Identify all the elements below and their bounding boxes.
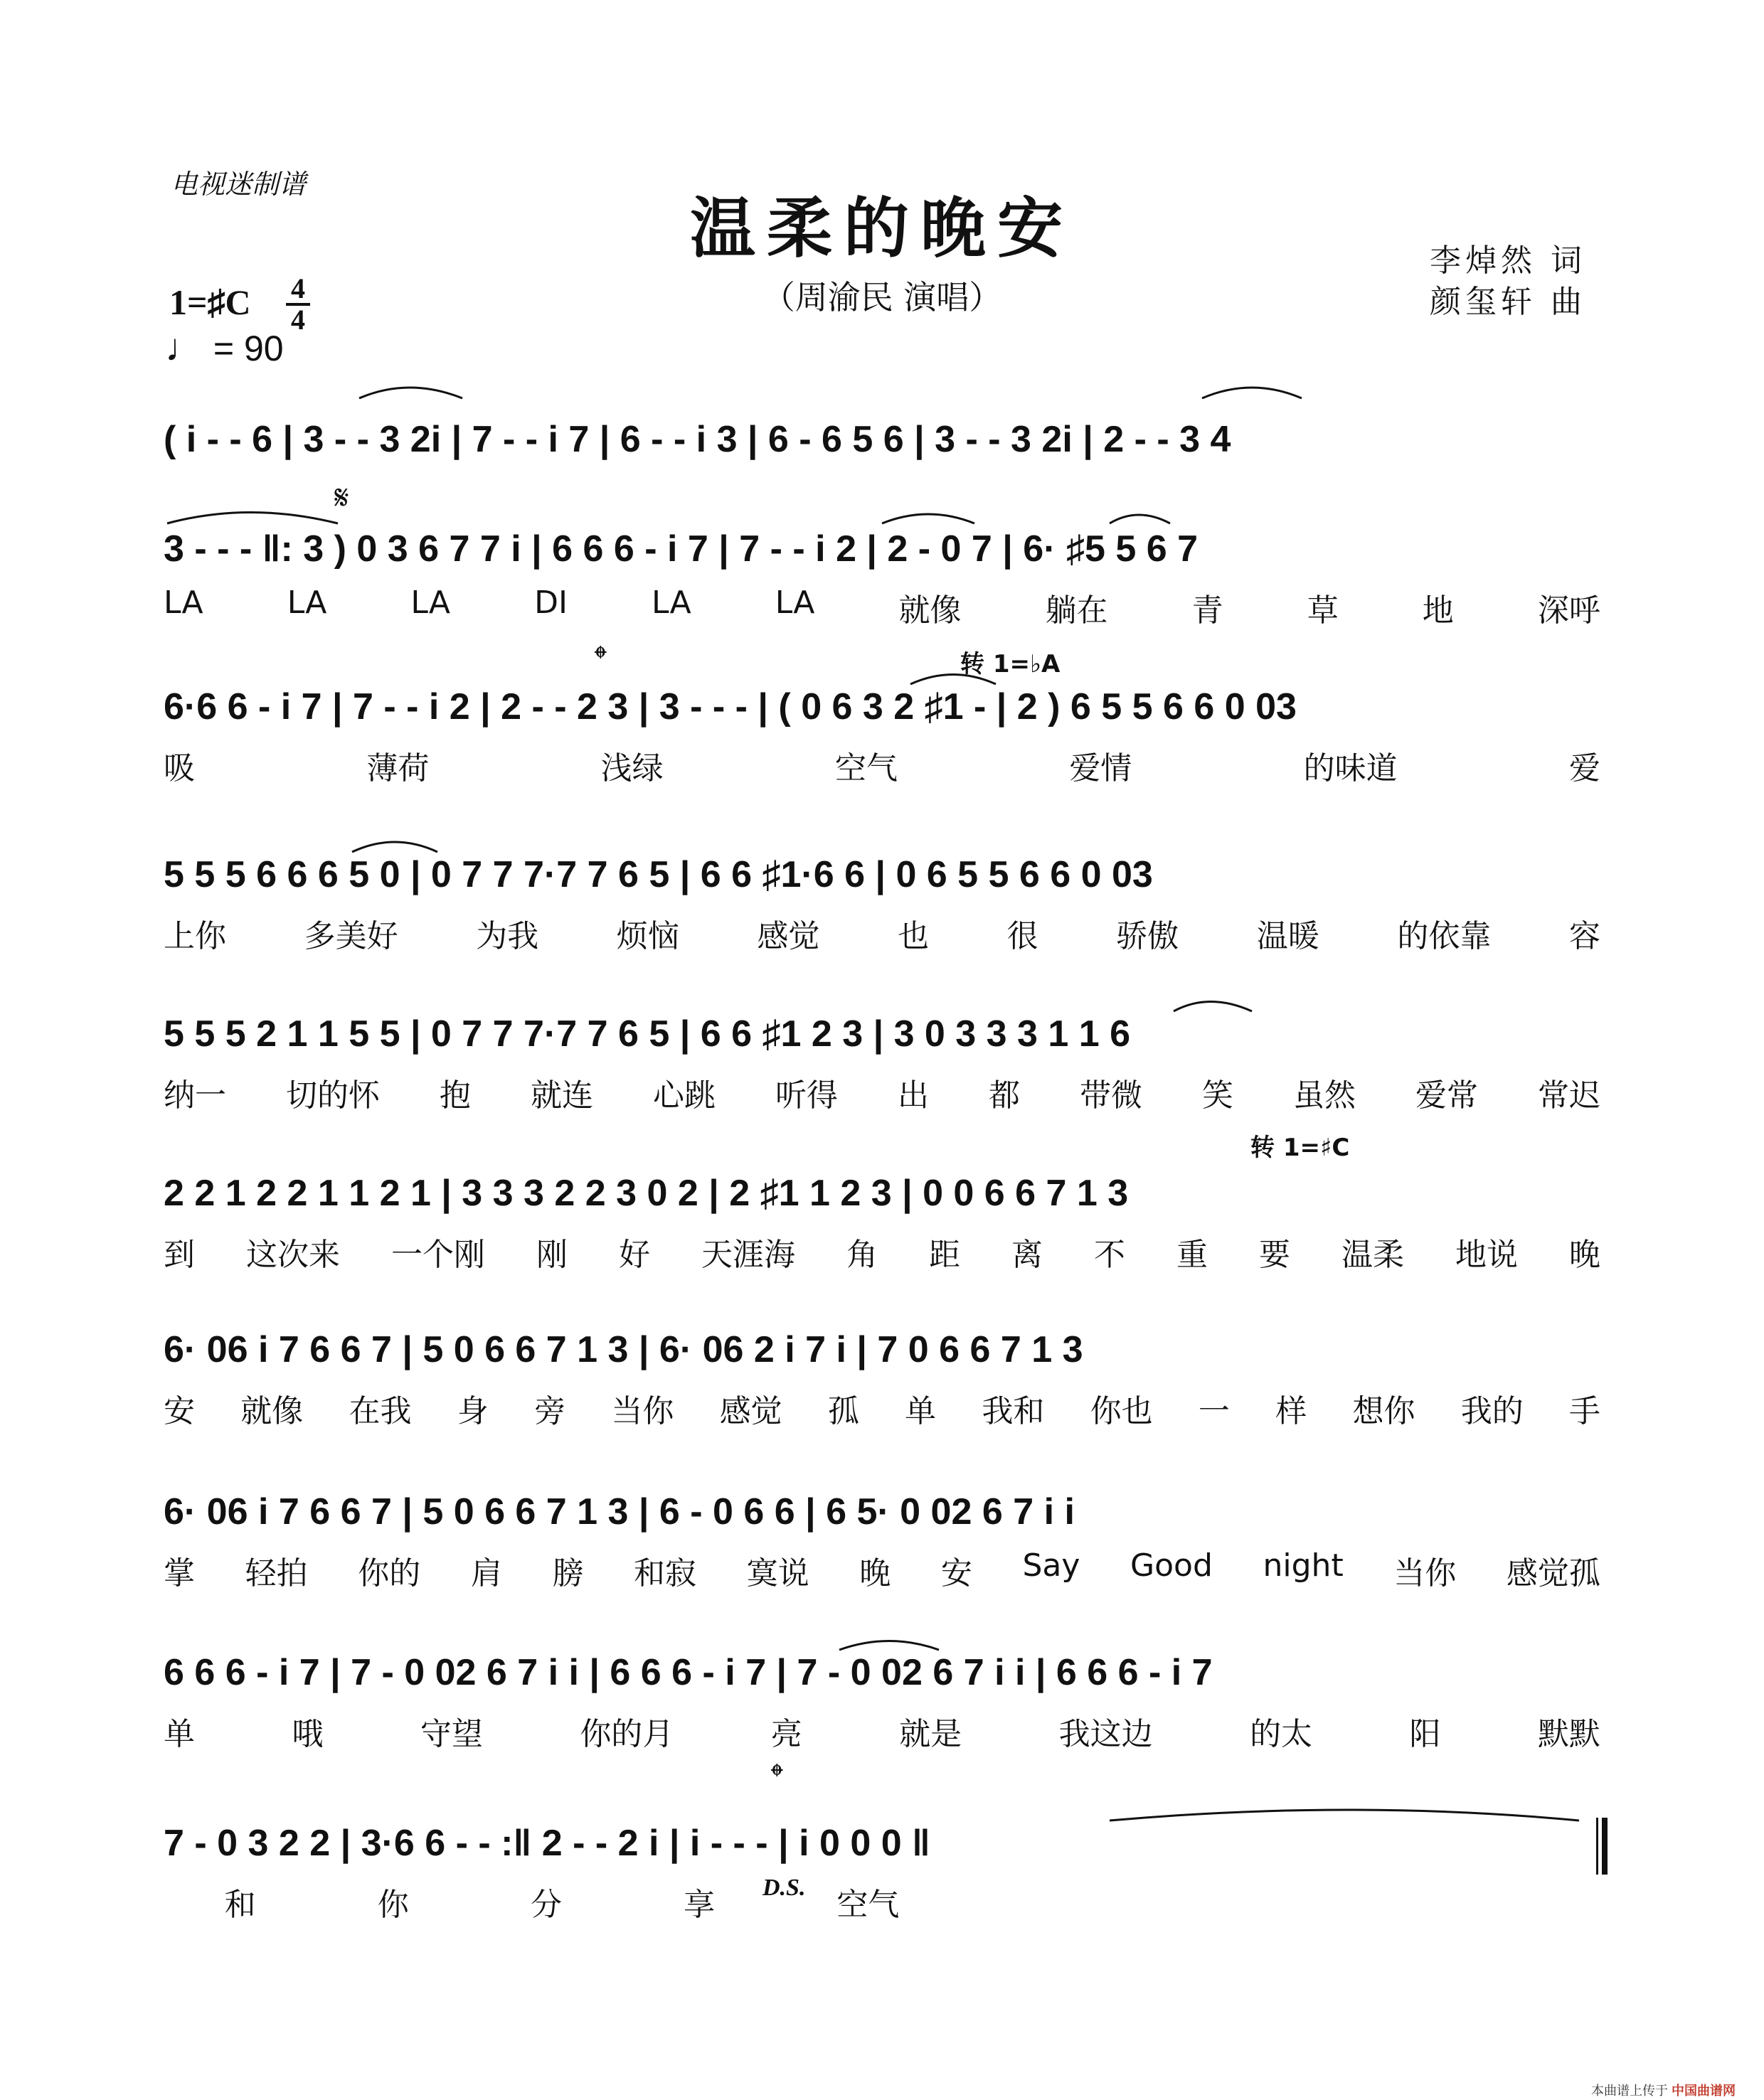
dal-segno: D.S. — [763, 1875, 806, 1901]
notation-row: 3 - - - ‖: 3 ) 0 3 6 7 7 i | 6 6 6 - i 7 | 7 - - i 2 | 2 - 0 7 | 6· ♯5 5 6 7 — [164, 528, 1198, 570]
lyric-word: 出 — [898, 1077, 929, 1114]
lyric-word: 想你 — [1352, 1393, 1415, 1429]
lyric-word: 亮 — [770, 1716, 802, 1752]
lyric-word: 肩 — [470, 1555, 502, 1592]
segno-sign: 𝄋 — [334, 478, 349, 518]
notation-row: 6 6 6 - i 7 | 7 - 0 02 6 7 i i | 6 6 6 - i 7 | 7 - 0 02 6 7 i i | 6 6 6 - i 7 — [164, 1652, 1213, 1693]
composer: 颜玺轩 曲 — [1430, 284, 1586, 320]
lyric-word: 的依靠 — [1397, 918, 1492, 954]
lyric-word: 感觉孤 — [1506, 1555, 1600, 1592]
lyric-word: 和 — [224, 1887, 256, 1923]
lyric-word: 寞说 — [746, 1555, 809, 1592]
song-title: 温柔的晚安 — [689, 190, 1074, 267]
lyric-word: 刚 — [536, 1237, 568, 1273]
lyric-word: night — [1263, 1547, 1344, 1584]
lyric-word: 温暖 — [1256, 918, 1319, 954]
lyric-word: 我这边 — [1058, 1716, 1153, 1752]
lyric-word: 很 — [1006, 918, 1038, 954]
lyric-word: 角 — [846, 1237, 878, 1273]
coda-sign: 𝄌 — [595, 639, 607, 678]
lyric-word: 膀 — [552, 1555, 584, 1592]
lyric-word: 浅绿 — [600, 750, 664, 787]
lyrics-row — [164, 585, 1600, 630]
lyric-word: 为我 — [476, 918, 539, 954]
notation-row: 5 5 5 6 6 6 5 0 | 0 7 7 7·7 7 6 5 | 6 6 ♯1·6 6 | 0 6 5 5 6 6 0 03 — [164, 854, 1153, 895]
lyric-word: 掌 — [164, 1555, 195, 1592]
lyric-word: 一 — [1198, 1393, 1230, 1429]
lyric-word: 分 — [530, 1887, 562, 1923]
lyric-word: 单 — [164, 1716, 195, 1752]
lyric-word: 也 — [897, 918, 929, 954]
notation-row: ( i - - 6 | 3 - - 3 2i | 7 - - i 7 | 6 - - i 3 | 6 - 6 5 6 | 3 - - 3 2i | 2 - - 3 4 — [164, 419, 1231, 460]
lyric-word: 好 — [619, 1237, 650, 1273]
lyric-word: 和寂 — [634, 1555, 697, 1592]
lyric-word: 当你 — [1393, 1555, 1457, 1592]
lyric-word: 躺在 — [1045, 592, 1108, 629]
lyric-word: 多美好 — [304, 918, 398, 954]
notation-row: 6· 06 i 7 6 6 7 | 5 0 6 6 7 1 3 | 6· 06 2 i 7 i | 7 0 6 6 7 1 3 — [164, 1329, 1083, 1370]
lyric-word: 一个刚 — [391, 1237, 485, 1273]
lyrics-row — [164, 1547, 1600, 1593]
notation-row: 6·6 6 - i 7 | 7 - - i 2 | 2 - - 2 3 | 3 - - - | ( 0 6 3 2 ♯1 - | 2 ) 6 5 5 6 6 0 03 — [164, 686, 1297, 727]
lyric-word: 笑 — [1202, 1077, 1233, 1114]
slur — [1202, 388, 1302, 398]
lyric-word: 身 — [457, 1393, 489, 1429]
lyrics-row — [164, 1070, 1600, 1115]
lyric-word: 听得 — [775, 1077, 838, 1114]
lyric-word: 到 — [164, 1237, 195, 1273]
lyric-word: 孤 — [827, 1393, 859, 1429]
lyric-word: 不 — [1094, 1237, 1125, 1273]
lyric-word: 就连 — [531, 1077, 593, 1114]
footer-prefix: 本曲谱上传于 — [1590, 2084, 1668, 2098]
lyric-word: 距 — [929, 1237, 960, 1273]
lyric-word: 地 — [1422, 592, 1454, 629]
lyric-word: 晚 — [1569, 1237, 1600, 1273]
lyrics-row — [164, 910, 1600, 956]
maker-credit: 电视迷制谱 — [171, 169, 307, 200]
lyrics-row — [164, 1385, 1600, 1431]
lyric-word: 重 — [1176, 1237, 1208, 1273]
lyric-word: 你也 — [1090, 1393, 1153, 1429]
lyric-word: LA — [287, 585, 327, 621]
lyric-word: 感觉 — [719, 1393, 782, 1429]
lyric-word: 享 — [684, 1887, 716, 1923]
tempo-value: = 90 — [213, 329, 284, 368]
lyric-word: 你的月 — [580, 1716, 674, 1752]
lyric-word: 的太 — [1250, 1716, 1313, 1752]
lyric-word: 深呼 — [1537, 592, 1600, 629]
lyric-word: 爱 — [1568, 750, 1600, 787]
lyric-word: 纳一 — [164, 1077, 226, 1114]
lyric-word: 哦 — [292, 1716, 324, 1752]
lyric-word: 地说 — [1455, 1237, 1518, 1273]
lyric-word: 你的 — [358, 1555, 421, 1592]
lyric-word: 手 — [1568, 1393, 1600, 1429]
time-bottom: 4 — [291, 304, 305, 336]
lyric-word: 样 — [1275, 1393, 1307, 1429]
time-top: 4 — [291, 272, 305, 304]
tempo-marking — [165, 326, 284, 370]
lyric-word: 阳 — [1409, 1716, 1441, 1752]
lyric-word: 安 — [164, 1393, 195, 1429]
lyric-word: 都 — [989, 1077, 1020, 1114]
notation-row: 6· 06 i 7 6 6 7 | 5 0 6 6 7 1 3 | 6 - 0 6 6 | 6 5· 0 02 6 7 i i — [164, 1491, 1075, 1533]
lyric-word: 在我 — [349, 1393, 412, 1429]
lyricist: 李焯然 词 — [1430, 242, 1586, 279]
source-footer — [1591, 2081, 1736, 2099]
lyric-word: 晚 — [859, 1555, 891, 1592]
modulation-to-a-flat: 转 1=♭A — [960, 650, 1061, 678]
lyrics-row — [164, 742, 1600, 788]
lyric-word: Say — [1022, 1547, 1080, 1584]
quarter-note-icon: ♩ — [165, 326, 203, 369]
double-barline — [1602, 1818, 1608, 1875]
lyric-word: 我和 — [982, 1393, 1045, 1429]
notation-row: 7 - 0 3 2 2 | 3·6 6 - - :‖ 2 - - 2 i | i - - - | i 0 0 0 ‖ — [164, 1823, 930, 1864]
lyric-word: 默默 — [1537, 1716, 1600, 1752]
lyrics-row — [164, 1229, 1600, 1274]
lyric-word: 吸 — [164, 750, 195, 787]
time-signature — [286, 272, 310, 336]
lyric-word: 心跳 — [653, 1077, 716, 1114]
lyric-word: LA — [652, 585, 691, 621]
lyric-word: 带微 — [1080, 1077, 1142, 1114]
lyric-word: 爱情 — [1069, 750, 1132, 787]
lyric-word: 青 — [1191, 592, 1223, 629]
lyric-word: 守望 — [420, 1716, 483, 1752]
lyric-word: 温柔 — [1341, 1237, 1404, 1273]
lyric-word: 虽然 — [1293, 1077, 1356, 1114]
coda-sign-2: 𝄌 — [771, 1757, 783, 1796]
modulation-to-c-sharp: 转 1=♯C — [1250, 1134, 1350, 1162]
lyric-word: LA — [775, 585, 815, 621]
lyric-word: 单 — [905, 1393, 937, 1429]
lyric-word: 的味道 — [1303, 750, 1398, 787]
lyric-word: 这次来 — [246, 1237, 340, 1273]
lyric-word: 感觉 — [757, 918, 820, 954]
lyric-word: 空气 — [836, 1887, 900, 1923]
slur — [359, 388, 462, 398]
notation-row: 2 2 1 2 2 1 1 2 1 | 3 3 3 2 2 3 0 2 | 2 ♯1 1 2 3 | 0 0 6 6 7 1 3 — [164, 1173, 1129, 1214]
lyric-word: 切的怀 — [286, 1077, 380, 1114]
lyric-word: 烦恼 — [616, 918, 679, 954]
lyric-word: 天涯海 — [701, 1237, 795, 1273]
lyric-word: 空气 — [834, 750, 898, 787]
lyric-word: 就是 — [899, 1716, 962, 1752]
lyric-word: 抱 — [440, 1077, 471, 1114]
lyric-word: 就像 — [240, 1393, 304, 1429]
lyric-word: 容 — [1568, 918, 1600, 954]
lyric-word: 安 — [940, 1555, 972, 1592]
lyric-word: 骄傲 — [1116, 918, 1179, 954]
lyric-word: 离 — [1011, 1237, 1043, 1273]
lyric-word: LA — [410, 585, 451, 621]
lyric-word: 草 — [1307, 592, 1339, 629]
lyric-word: 爱常 — [1415, 1077, 1478, 1114]
lyric-word: DI — [534, 585, 568, 621]
lyric-word: 薄荷 — [366, 750, 430, 787]
key-signature: 1=♯C — [169, 282, 251, 322]
lyric-word: Good — [1130, 1547, 1213, 1584]
lyrics-row — [164, 1708, 1600, 1754]
footer-site[interactable]: 中国曲谱网 — [1672, 2084, 1736, 2098]
lyric-word: 轻拍 — [245, 1555, 308, 1592]
lyric-word: 常迟 — [1538, 1077, 1600, 1114]
performer: （周渝民 演唱） — [762, 278, 1002, 316]
lyric-word: LA — [164, 585, 203, 621]
lyrics-row — [164, 1879, 1600, 1924]
lyric-word: 你 — [377, 1887, 409, 1923]
lyric-word: 我的 — [1460, 1393, 1524, 1429]
lyric-word: 就像 — [898, 592, 962, 629]
notation-row: 5 5 5 2 1 1 5 5 | 0 7 7 7·7 7 6 5 | 6 6 ♯1 2 3 | 3 0 3 3 3 1 1 6 — [164, 1013, 1131, 1055]
lyric-word: 上你 — [164, 918, 226, 954]
lyric-word: 要 — [1259, 1237, 1290, 1273]
lyric-word: 当你 — [611, 1393, 674, 1429]
lyric-word: 旁 — [534, 1393, 566, 1429]
